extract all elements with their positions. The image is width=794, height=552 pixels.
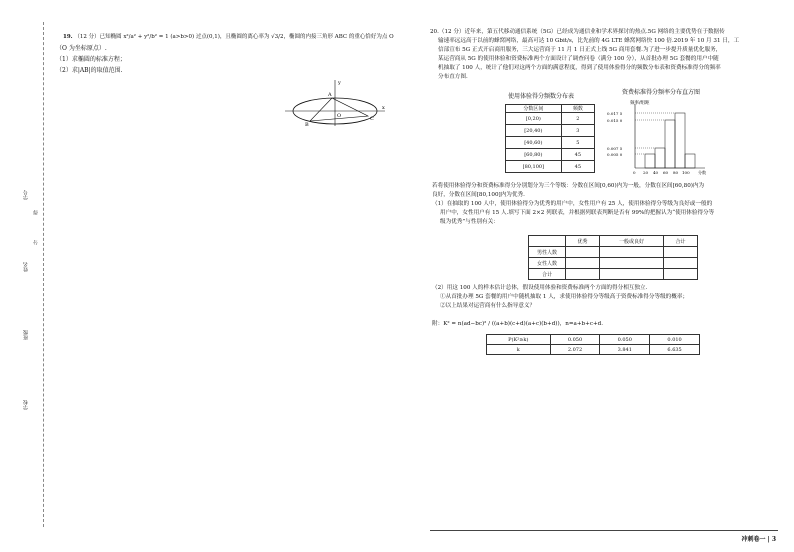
- hist-bar: [675, 113, 685, 168]
- q20-line: 输速率远远高于以前的蜂窝网络，最高可达 10 Gbit/s，比先前的 4G LTE 蜂窝网络快 100 倍.2019 年 10 月 31 日，工: [438, 38, 740, 44]
- table-cell: [40,60): [506, 137, 562, 149]
- table-cell: 0.010: [650, 335, 700, 345]
- table-header-cell: [529, 236, 566, 247]
- side-label-name: 姓名: [23, 262, 29, 272]
- q19-part1: （1）求椭圆的标准方程；: [56, 56, 126, 63]
- q20-after-line: 级为优秀”与性别有关：: [440, 219, 499, 225]
- table-row: [529, 247, 698, 258]
- hist-bar: [665, 120, 675, 168]
- label-c: C: [370, 116, 374, 122]
- table-header-cell: 合计: [663, 236, 697, 247]
- histogram: [605, 96, 715, 178]
- table-row: [529, 236, 698, 247]
- answer-cell[interactable]: [566, 269, 600, 280]
- table-cell: 0.050: [550, 335, 600, 345]
- contingency-table: [528, 235, 698, 280]
- table-header-cell: 优秀: [566, 236, 600, 247]
- footer-rule: [430, 530, 778, 531]
- table-row: [506, 137, 595, 149]
- q20-after-line: （1）在抽取的 100 人中，使用体验得分为优秀的用户中，女性用户有 25 人，使用体验得分等级为良好或一般的: [432, 201, 713, 207]
- table-cell: 2: [561, 113, 594, 125]
- hist-y-tick: 0.005 0: [607, 152, 623, 157]
- answer-cell[interactable]: [600, 269, 664, 280]
- answer-cell[interactable]: [566, 247, 600, 258]
- side-label-student-id: 学号: [23, 190, 29, 200]
- freq-table-title: 使用体验得分频数分布表: [508, 93, 575, 100]
- label-o: O: [337, 113, 342, 119]
- hist-title: 资费标准得分频率分布直方图: [622, 89, 701, 96]
- answer-cell[interactable]: [566, 258, 600, 269]
- table-cell: 45: [561, 161, 594, 173]
- table-cell: 6.635: [650, 345, 700, 355]
- table-row: [487, 345, 700, 355]
- q20-line: 分布直方图.: [438, 74, 468, 80]
- table-cell: 3.841: [600, 345, 650, 355]
- q20-part2-line: （2）用这 100 人的样本估计总体，假设使用体验和资费标准两个方面的得分相互独立.: [432, 285, 648, 291]
- binding-line: [43, 22, 44, 527]
- hist-x-tick: 60: [663, 170, 669, 175]
- q20-line: 20.（12 分）近年来，第五代移动通信系统（5G）已经成为通信业和学术界探讨的热点.5G 网络的主要优势在于数据传: [430, 29, 725, 35]
- table-cell: P(K²≥k): [487, 335, 551, 345]
- label-x: x: [382, 105, 385, 111]
- table-row: [529, 258, 698, 269]
- table-cell: 5: [561, 137, 594, 149]
- table-cell: 2.072: [550, 345, 600, 355]
- freq-table: [505, 104, 595, 173]
- q20-after-line: 用户中，女性用户有 15 人.填写下面 2×2 列联表，并根据列联表判断是否有 99%的把握认为“使用体验得分等: [440, 210, 715, 216]
- table-row: [506, 105, 595, 113]
- hist-y-title: 频率/组距: [630, 101, 650, 106]
- side-label-fen: 分: [33, 240, 39, 245]
- table-cell: 45: [561, 149, 594, 161]
- table-cell: 3: [561, 125, 594, 137]
- table-header-cell: 分数区间: [506, 105, 562, 113]
- q20-after-line: 良好，分数在区间[80,100]内为优秀.: [432, 192, 525, 198]
- hist-x-tick: 80: [673, 170, 679, 175]
- table-row: [529, 269, 698, 280]
- formula: 附：K² = n(ad−bc)² / ((a+b)(c+d)(a+c)(b+d))，n=a+b+c+d.: [432, 321, 604, 327]
- q20-part2-line: ②以上结果对运营商有什么指导意义？: [440, 303, 536, 309]
- hist-x-tick: 100: [682, 170, 690, 175]
- hist-bar: [685, 154, 695, 168]
- answer-cell[interactable]: [600, 258, 664, 269]
- answer-cell[interactable]: [663, 269, 697, 280]
- q20-part2-line: ①从首批办理 5G 套餐的用户中随机抽取 1 人，求使用体验得分等级高于资费标准得分等级的概率；: [440, 294, 689, 300]
- table-header-cell: 频数: [561, 105, 594, 113]
- side-label-class: 班级: [23, 330, 29, 340]
- table-cell: [0,20): [506, 113, 562, 125]
- q19-line1: [63, 33, 394, 42]
- table-row: [506, 149, 595, 161]
- q20-line: 信部宣布 5G 正式开启商用服务，三大运营商于 11 月 1 日正式上线 5G 商用套餐.为了进一步提升质量优化服务，: [438, 47, 722, 53]
- q19-part2: （2）求|AB|的取值范围.: [56, 67, 123, 74]
- side-label-score: 得: [33, 210, 39, 215]
- q20-intro: [430, 28, 739, 82]
- q19-number: 19.: [63, 34, 73, 40]
- table-cell: [20,40): [506, 125, 562, 137]
- label-b: B: [305, 122, 309, 128]
- q20-after-line: 若将使用体验得分和资费标准得分分别划分为三个等级：分数在区间[0,60)内为一般，分数在区间[60,80)内为: [432, 183, 705, 189]
- page-footer: 冲刺卷一 | 3: [741, 536, 776, 543]
- table-row: [487, 335, 700, 345]
- critical-table: [486, 334, 700, 355]
- q20-line: 机抽取了 100 人，统计了他们对这两个方面的满意程度，得到了使用体验得分的频数分布表和资费标准得分的频率: [438, 65, 721, 71]
- table-cell: 0.050: [600, 335, 650, 345]
- hist-bar: [645, 154, 655, 168]
- table-cell: 男性人数: [529, 247, 566, 258]
- q20-part2: [432, 284, 688, 311]
- hist-y-tick: 0.007 5: [607, 146, 623, 151]
- table-header-cell: 一般或良好: [600, 236, 664, 247]
- q20-line: 某运营商从 5G 的使用体验和资费标准两个方面设计了调查问卷（满分 100 分），从首批办理 5G 套餐的用户中随: [438, 56, 719, 62]
- table-row: [506, 125, 595, 137]
- hist-x-tick: 0: [633, 170, 636, 175]
- q19-line2: （O 为坐标原点）.: [56, 45, 107, 52]
- q20-after: [432, 182, 714, 227]
- hist-y-tick: 0.015 0: [607, 118, 623, 123]
- table-cell: 女性人数: [529, 258, 566, 269]
- hist-y-tick: 0.017 5: [607, 111, 623, 116]
- ellipse-figure: [280, 78, 390, 128]
- answer-cell[interactable]: [663, 247, 697, 258]
- answer-cell[interactable]: [600, 247, 664, 258]
- table-row: [506, 113, 595, 125]
- label-a: A: [328, 92, 332, 98]
- table-cell: [60,80): [506, 149, 562, 161]
- table-row: [506, 161, 595, 173]
- answer-cell[interactable]: [663, 258, 697, 269]
- hist-x-tick: 20: [643, 170, 649, 175]
- table-cell: [80,100]: [506, 161, 562, 173]
- q19-text: （12 分）已知椭圆 x²/a² + y²/b² = 1 (a>b>0) 过点(0,1)，且椭圆的离心率为 √3/2，椭圆的内接三角形 ABC 的重心恰好为点 O: [74, 34, 394, 40]
- label-y: y: [338, 80, 341, 86]
- table-cell: 合计: [529, 269, 566, 280]
- hist-bar: [655, 148, 665, 168]
- hist-x-tick: 40: [653, 170, 659, 175]
- table-cell: k: [487, 345, 551, 355]
- hist-x-unit: 分数: [698, 170, 706, 175]
- side-label-school: 学校: [23, 400, 29, 410]
